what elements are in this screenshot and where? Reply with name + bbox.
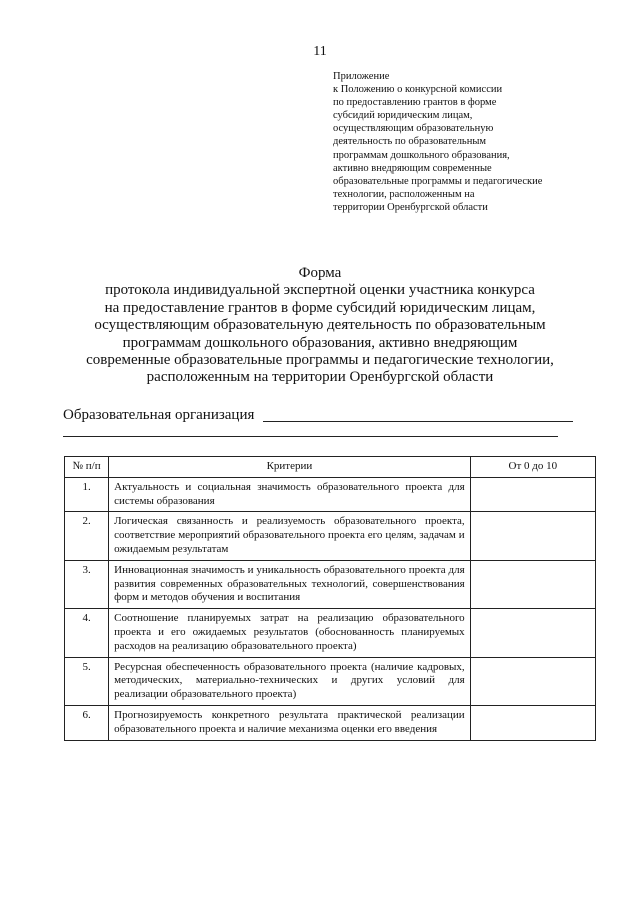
row-num: 2. xyxy=(65,512,109,560)
row-score-cell[interactable] xyxy=(470,657,595,705)
appendix-line: технологии, расположенным на xyxy=(333,188,475,200)
row-num: 5. xyxy=(65,657,109,705)
appendix-line: осуществляющим образовательную xyxy=(333,123,494,135)
row-num: 3. xyxy=(65,560,109,608)
table-row xyxy=(65,560,596,608)
appendix-line: деятельность по образовательным xyxy=(333,136,487,148)
appendix-line: образовательные программы и педагогические xyxy=(333,175,543,187)
row-num: 1. xyxy=(65,477,109,512)
organization-label: Образовательная организация xyxy=(63,407,255,423)
row-criterion: Соотношение планируемых затрат на реализацию образовательного проекта и его ожидаемых результатов (обоснованность планируемых расходов на реализацию образовательного проекта) xyxy=(109,609,471,657)
header-criteria: Критерии xyxy=(109,457,471,478)
appendix-line: субсидий юридическим лицам, xyxy=(333,110,473,122)
appendix-line: активно внедряющим современные xyxy=(333,162,492,174)
header-score: От 0 до 10 xyxy=(470,457,595,478)
page-number: 11 xyxy=(313,44,327,59)
row-score-cell[interactable] xyxy=(470,560,595,608)
table-header-row xyxy=(65,457,596,478)
form-title xyxy=(0,265,640,387)
form-title-line: протокола индивидуальной экспертной оценки участника конкурса xyxy=(105,282,535,299)
appendix-line: к Положению о конкурсной комиссии xyxy=(333,84,503,96)
criteria-table xyxy=(64,456,596,741)
row-score-cell[interactable] xyxy=(470,512,595,560)
table-row xyxy=(65,609,596,657)
organization-blank-line[interactable] xyxy=(263,421,573,422)
row-num: 4. xyxy=(65,609,109,657)
form-title-line: современные образовательные программы и педагогические технологии, xyxy=(86,352,554,369)
appendix-line: программам дошкольного образования, xyxy=(333,149,510,161)
header-num: № п/п xyxy=(65,457,109,478)
row-score-cell[interactable] xyxy=(470,477,595,512)
organization-field[interactable] xyxy=(63,407,573,424)
table-row xyxy=(65,705,596,740)
form-title-line: расположенным на территории Оренбургской области xyxy=(146,369,494,386)
table-row xyxy=(65,512,596,560)
row-criterion: Актуальность и социальная значимость образовательного проекта для системы образования xyxy=(109,477,471,512)
appendix-line: Приложение xyxy=(333,71,390,82)
form-title-heading: Форма xyxy=(298,265,342,281)
row-score-cell[interactable] xyxy=(470,705,595,740)
organization-blank-line-2[interactable] xyxy=(63,436,558,437)
table-row xyxy=(65,477,596,512)
appendix-header xyxy=(333,70,628,214)
row-criterion: Инновационная значимость и уникальность образовательного проекта для развития современных образовательных технологий, совершенствования форм и методов обучения и воспитания xyxy=(109,560,471,608)
form-title-line: осуществляющим образовательную деятельность по образовательным xyxy=(94,317,546,334)
row-criterion: Прогнозируемость конкретного результата практической реализации образовательного проекта и наличие механизма оценки его введения xyxy=(109,705,471,740)
row-num: 6. xyxy=(65,705,109,740)
row-criterion: Логическая связанность и реализуемость образовательного проекта, соответствие мероприятий образовательного проекта его целям, задачам и ожидаемым результатам xyxy=(109,512,471,560)
form-title-line: программам дошкольного образования, активно внедряющим xyxy=(122,334,518,351)
row-criterion: Ресурсная обеспеченность образовательного проекта (наличие кадровых, методических, материально-технических и других условий для реализации образовательного проекта) xyxy=(109,657,471,705)
appendix-line: территории Оренбургской области xyxy=(333,201,488,213)
row-score-cell[interactable] xyxy=(470,609,595,657)
table-row xyxy=(65,657,596,705)
form-title-line: на предоставление грантов в форме субсидий юридическим лицам, xyxy=(104,299,536,316)
appendix-line: по предоставлению грантов в форме xyxy=(333,97,497,109)
